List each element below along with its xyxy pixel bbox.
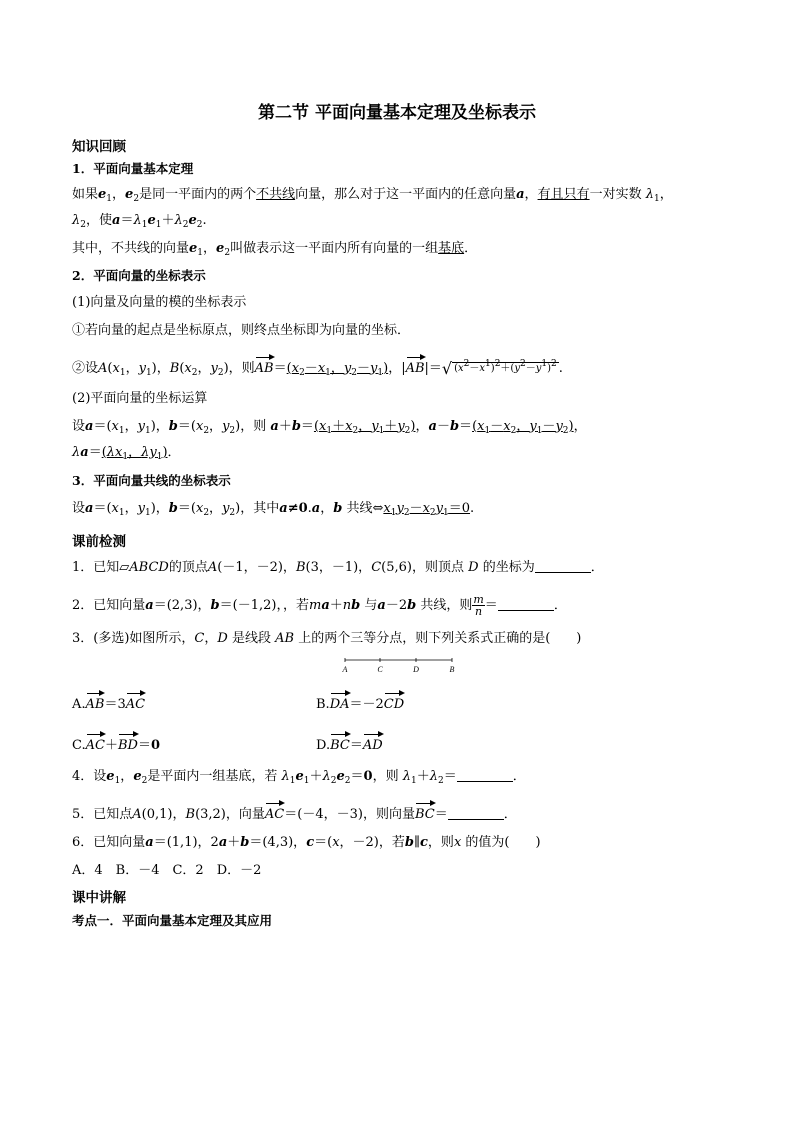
coordinate-statement-2: ②设$A(x_1$，$y_1$)，$B(x_2$，$y_2$)，则$AB=(x_2-x_1$，$y_2-y_1$)，|AB|＝√ $(x^2-x^1)^2+(y^2-y^1)^2$ . [72, 354, 563, 378]
section-pretest-heading: 课前检测 [72, 534, 126, 550]
answer-blank[interactable] [535, 559, 591, 573]
point-d-label: D [413, 665, 419, 674]
coordinate-operations-2: $\lambda a=(\lambda x_1$，$\lambda y_1$)． [72, 445, 181, 462]
page-title: 第二节 平面向量基本定理及坐标表示 [258, 103, 536, 123]
question-2: 2．已知向量a＝(2,3)，b＝(－1,2)，，若ma＋nb 与a－2b 共线，则 $\frac{m}{n}$ ＝ ． [72, 593, 567, 618]
theorem-paragraph-2: $\lambda_2$，使$a=\lambda_1e_1+\lambda_2e_2$. [72, 213, 207, 230]
question-3: 3．(多选)如图所示，C，D 是线段 AB 上的两个三等分点，则下列关系式正确的是( ) [72, 631, 582, 646]
question-6: 6．已知向量a＝(1,1)，2a＋b＝(4,3)，c＝(x，－2)，若b∥c，则x 的值为( ) [72, 835, 541, 850]
heading-collinear-coordinates: 3．平面向量共线的坐标表示 [72, 473, 231, 488]
answer-blank[interactable] [457, 768, 513, 782]
theorem-paragraph-3: 其中，不共线的向量$e_1$，$e_2$叫做表示这一平面内所有向量的一组基底． [72, 241, 478, 258]
question-4: 4．设$e_1$，$e_2$是平面内一组基底，若 $\lambda_1e_1+\lambda_2e_2=0$，则 $\lambda_1+\lambda_2=$ ． [72, 769, 526, 786]
option-a[interactable]: A.AB＝3AC [72, 690, 145, 714]
section-lecture-heading: 课中讲解 [72, 890, 126, 906]
heading-basic-theorem: 1．平面向量基本定理 [72, 161, 194, 176]
heading-coordinate-representation: 2．平面向量的坐标表示 [72, 268, 206, 283]
segment-figure [340, 656, 460, 676]
option-b[interactable]: B.DA＝－2CD [316, 690, 404, 714]
sub-heading-operations: (2)平面向量的坐标运算 [72, 391, 208, 406]
point-b-label: B [449, 665, 455, 674]
question-5: 5．已知点A(0,1)，B(3,2)，向量AC＝(－4，－3)，则向量BC＝ ． [72, 800, 517, 824]
collinear-statement: 设$a=(x_1$，$y_1$)，$b=(x_2$，$y_2$)，其中a≠0.a，b 共线$\Leftrightarrow x_1y_2-x_2y_1=0$. [72, 501, 475, 518]
coordinate-statement-1: ①若向量的起点是坐标原点，则终点坐标即为向量的坐标． [72, 323, 411, 338]
option-c[interactable]: C.AC＋BD＝0 [72, 731, 160, 755]
question-1: 1．已知▱ABCD的顶点A(－1，－2)，B(3，－1)，C(5,6)，则顶点 D 的坐标为 ． [72, 560, 604, 575]
option-d[interactable]: D.BC＝AD [316, 731, 383, 755]
theorem-paragraph-1: 如果$e_1$，$e_2$是同一平面内的两个不共线向量，那么对于这一平面内的任意向量a，有且只有一对实数 $\lambda_1$， [72, 187, 673, 204]
point-c-label: C [377, 665, 383, 674]
coordinate-operations-1: 设$a=(x_1$，$y_1$)，$b=(x_2$，$y_2$)，则 $a+b=(x_1+x_2$，$y_1+y_2$)，$a-b=(x_1-x_2$，$y_1-y_2$)， [72, 419, 587, 436]
section-review-heading: 知识回顾 [72, 139, 126, 155]
answer-blank[interactable] [498, 597, 554, 611]
answer-blank[interactable] [448, 806, 504, 820]
point-a-label: A [342, 665, 348, 674]
sub-heading-modulus: (1)向量及向量的模的坐标表示 [72, 295, 247, 310]
key-point-1-heading: 考点一．平面向量基本定理及其应用 [72, 913, 273, 928]
question-6-options: A．4 B．－4 C．2 D．－2 [72, 863, 262, 878]
